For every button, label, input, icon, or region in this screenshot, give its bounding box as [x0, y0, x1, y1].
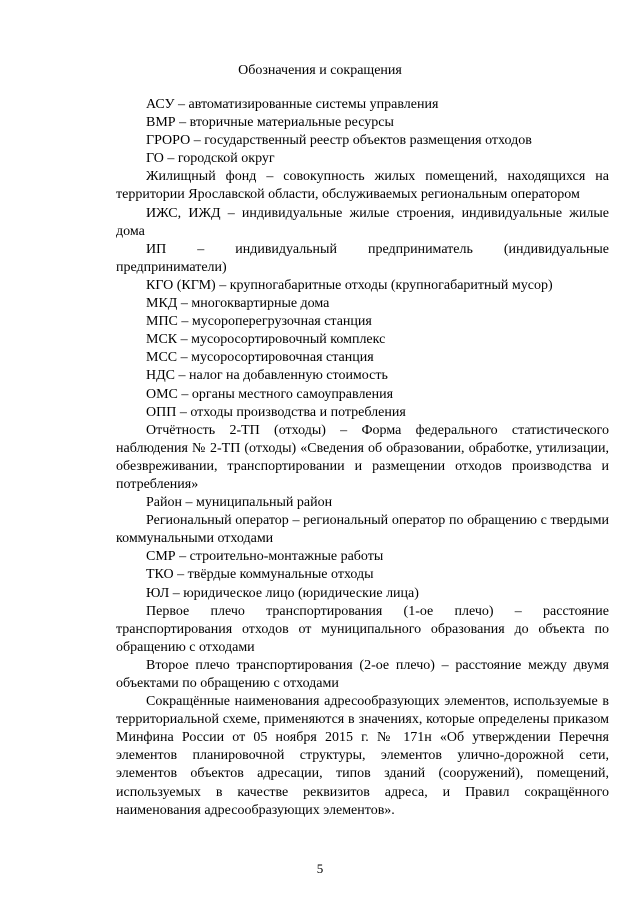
abbreviation-entry: ЮЛ – юридическое лицо (юридические лица)	[146, 585, 419, 601]
abbreviation-entry: Второе плечо транспортирования (2-ое плечо) – расстояние между двумя объектами по обращению с отходами	[116, 657, 609, 691]
abbreviation-entry: ГРОРО – государственный реестр объектов размещения отходов	[146, 133, 532, 149]
abbreviation-entry: ВМР – вторичные материальные ресурсы	[146, 115, 394, 131]
abbreviation-entry: МСК – мусоросортировочный комплекс	[146, 332, 386, 348]
abbreviation-entry: КГО (КГМ) – крупногабаритные отходы (крупногабаритный мусор)	[146, 277, 553, 293]
abbreviation-entry: ИЖС, ИЖД – индивидуальные жилые строения, индивидуальные жилые дома	[116, 205, 609, 239]
abbreviation-entry: Первое плечо транспортирования (1-ое плечо) – расстояние транспортирования отходов от муниципального образования до объекта по обращению с отходами	[116, 603, 609, 655]
abbreviation-entry: МКД – многоквартирные дома	[146, 296, 330, 312]
abbreviation-entry: МПС – мусороперегрузочная станция	[146, 314, 372, 330]
abbreviation-entry: Региональный оператор – региональный оператор по обращению с твердыми коммунальными отходами	[116, 513, 609, 547]
abbreviation-entry: Отчётность 2-ТП (отходы) – Форма федерального статистического наблюдения № 2-ТП (отходы) «Сведения об образовании, обработке, утилизации, обезвреживании, транспортировании и размещении отходов производства и потребления»	[116, 422, 609, 492]
abbreviation-entry: Жилищный фонд – совокупность жилых помещений, находящихся на территории Ярославской области, обслуживаемых региональным оператором	[116, 169, 609, 203]
abbreviation-entry: СМР – строительно-монтажные работы	[146, 549, 384, 565]
abbreviation-entry: ОПП – отходы производства и потребления	[146, 404, 406, 420]
abbreviation-entry: ИП – индивидуальный предприниматель (индивидуальные предприниматели)	[116, 241, 609, 275]
page-number: 5	[316, 861, 324, 876]
abbreviation-entry: НДС – налог на добавленную стоимость	[146, 368, 388, 384]
abbreviation-entry: ТКО – твёрдые коммунальные отходы	[146, 567, 374, 583]
page-title: Обозначения и сокращения	[238, 63, 402, 78]
abbreviation-entry: ОМС – органы местного самоуправления	[146, 386, 394, 402]
abbreviation-entry: МСС – мусоросортировочная станция	[146, 350, 374, 366]
abbreviation-entry: Сокращённые наименования адресообразующих элементов, используемые в территориальной схеме, применяются в значениях, которые определены приказом Минфина России от 05 ноября 2015 г. № 171н «Об утверждении Перечня элементов планировочной структуры, элементов улично-дорожной сети, элементов объектов адресации, типов зданий (сооружений), помещений, используемых в качестве реквизитов адреса, и Правил сокращённого наименования адресообразующих элементов».	[116, 694, 609, 818]
abbreviation-entry: ГО – городской округ	[146, 151, 275, 167]
abbreviation-entry: Район – муниципальный район	[146, 495, 333, 511]
abbreviations-list	[116, 96, 609, 820]
abbreviation-entry: АСУ – автоматизированные системы управления	[146, 97, 439, 112]
